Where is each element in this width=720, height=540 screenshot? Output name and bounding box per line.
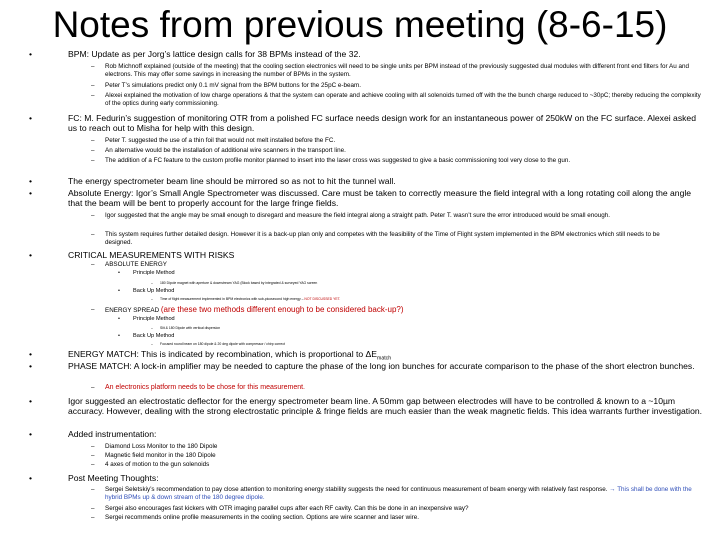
bullet-marker: •	[29, 396, 33, 406]
note-text: This system requires further detailed design. However it is a back-up plan only and competes with the feasibility of the Time of Flight system implemented in the BPM electronics which still needs to be designed.	[105, 231, 660, 246]
note-highlight: (are these two methods different enough to be considered back-up?)	[160, 305, 404, 314]
bullet-marker: •	[29, 176, 33, 186]
note-text: Igor suggested that the angle may be small enough to disregard and measure the field integral along a straight path. Peter T. wasn’t sure the error introduced would be small enough.	[105, 212, 610, 219]
dash-marker: –	[91, 452, 95, 459]
note-line	[105, 137, 335, 145]
note-text: Sergei also encourages fast kickers with OTR imaging parallel cups after each RF cavity. Can this be done in an inexpensive way?	[105, 505, 469, 512]
dash-marker: –	[91, 231, 95, 238]
note-text: Principle Method	[133, 316, 175, 322]
note-text: Alexei explained the motivation of low charge operations & that the system can operate and achieve cooling with all solenoids turned off with the the bunch charge reduced to ~30pC; thereby reducing the complexity of the optics during early commissioning.	[105, 92, 701, 107]
dash-marker: –	[91, 212, 95, 219]
note-line	[105, 231, 685, 246]
note-text: Peter T’s simulations predict only 0.1 mV signal from the BPM buttons for the 25pC e-beam.	[105, 82, 361, 89]
note-line	[68, 113, 698, 134]
bullet-marker: •	[29, 49, 33, 59]
note-text: Back Up Method	[133, 333, 175, 339]
note-line	[68, 473, 159, 483]
note-text: BPM: Update as per Jorg’s lattice design calls for 38 BPMs instead of the 32.	[68, 49, 361, 59]
note-line	[133, 333, 174, 340]
dash-marker: –	[91, 261, 95, 268]
note-highlight: An electronics platform needs to be chose for this measurement.	[105, 384, 305, 391]
note-line	[105, 82, 361, 90]
note-text: Sergei recommends online profile measurements in the cooling section. Options are wire scanner and laser wire.	[105, 514, 419, 521]
note-line	[68, 361, 702, 371]
dash-marker: –	[91, 306, 95, 313]
note-text: CRITICAL MEASUREMENTS WITH RISKS	[68, 250, 235, 260]
note-highlight: → This shall be done with the hybrid BPMs up & down stream of the 180 degree dipole.	[105, 486, 692, 501]
note-line	[105, 157, 685, 165]
note-text: Post Meeting Thoughts:	[68, 473, 159, 483]
note-text: FC: M. Fedurin’s suggestion of monitoring OTR from a polished FC surface needs design work for an instantaneous power of 250kW on the FC surface. Alexei asked us to reach out to Misha for help with this design.	[68, 113, 696, 134]
note-line	[133, 270, 175, 277]
dash-marker: –	[91, 157, 95, 164]
note-line	[105, 514, 419, 522]
note-line	[68, 429, 156, 439]
bullet-marker: •	[29, 361, 33, 371]
note-text: Sergei Seletskiy’s recommendation to pay close attention to monitoring energy stability suggests the need for continuous measurement of beam energy with relatively fast response.	[105, 486, 610, 493]
note-text: ABSOLUTE ENERGY	[105, 261, 167, 268]
bullet-marker: •	[118, 316, 120, 322]
dash-marker: –	[151, 297, 153, 301]
dash-marker: –	[91, 505, 95, 512]
dash-marker: –	[91, 461, 95, 468]
bullet-marker: •	[29, 113, 33, 123]
note-text: Peter T. suggested the use of a thin foil that would not melt installed before the FC.	[105, 137, 336, 144]
note-text: ENERGY SPREAD	[105, 307, 161, 314]
note-line	[68, 250, 234, 260]
note-line	[160, 342, 285, 346]
note-text: Magnetic field monitor in the 180 Dipole	[105, 452, 216, 459]
bullet-marker: •	[118, 288, 120, 294]
note-text: Focused round beam on 180 dipole & 20 deg dipole with compressor / chirp correct	[160, 342, 285, 346]
note-text: ENERGY MATCH: This is indicated by recombination, which is proportional to ΔE	[68, 349, 378, 359]
note-text: 180 Dipole magnet with aperture & downstream YAG (Block based by integrated & surveyed YAG screen	[160, 281, 318, 285]
note-text: Slit & 180 Dipole with vertical dispersion	[160, 326, 221, 330]
dash-marker: –	[91, 514, 95, 521]
note-text: Diamond Loss Monitor to the 180 Dipole	[105, 443, 218, 450]
dash-marker: –	[151, 342, 153, 346]
note-subscript: match	[377, 355, 392, 362]
note-text: The energy spectrometer beam line should be mirrored so as not to hit the tunnel wall.	[68, 176, 396, 186]
note-line	[133, 316, 175, 323]
note-text: The addition of a FC feature to the custom profile monitor planned to insert into the laser cross was suggested to give a basic commissioning tool very close to the gun.	[105, 157, 571, 164]
note-text: Rob Michnoff explained (outside of the meeting) that the cooling section electronics will need to be single units per BPM instead of the previously suggested dual modules with different front end filters for Au and electrons. This may offer some savings in increasing the number of BPMs in the system.	[105, 63, 689, 78]
bullet-marker: •	[29, 473, 33, 483]
dash-marker: –	[91, 147, 95, 154]
bullet-marker: •	[29, 429, 33, 439]
note-line	[105, 92, 705, 107]
note-highlight: NOT DISCUSSED YET.	[304, 297, 341, 301]
note-line	[68, 49, 361, 59]
note-line	[160, 326, 220, 330]
note-line	[68, 188, 704, 209]
dash-marker: –	[91, 82, 95, 89]
bullet-marker: •	[29, 250, 33, 260]
dash-marker: –	[91, 443, 95, 450]
bullet-marker: •	[29, 188, 33, 198]
note-line	[105, 306, 404, 315]
note-line	[160, 281, 317, 285]
dash-marker: –	[91, 137, 95, 144]
note-text: Time of flight measurement implemented in BPM electronics with sub-picosecond high energy –	[160, 297, 305, 301]
note-line	[105, 452, 216, 460]
note-line	[105, 212, 685, 220]
note-text: Back Up Method	[133, 288, 175, 294]
note-line	[68, 396, 704, 417]
note-line	[133, 288, 174, 295]
dash-marker: –	[151, 281, 153, 285]
note-line	[105, 486, 705, 501]
note-text: Principle Method	[133, 270, 175, 276]
bullet-marker: •	[29, 349, 33, 359]
note-line	[160, 297, 340, 301]
note-line	[105, 63, 705, 78]
note-line	[105, 443, 217, 451]
bullet-marker: •	[118, 333, 120, 339]
dash-marker: –	[151, 326, 153, 330]
bullet-marker: •	[118, 270, 120, 276]
note-line	[105, 461, 209, 469]
note-text: 4 axes of motion to the gun solenoids	[105, 461, 210, 468]
note-text: Absolute Energy: Igor’s Small Angle Spectrometer was discussed. Care must be taken to correctly measure the field integral with a long rotating coil along the angle that the beam will be bent to properly account for the large fringe fields.	[68, 188, 692, 209]
note-text: An alternative would be the installation of additional wire scanners in the transport line.	[105, 147, 346, 154]
page-title: Notes from previous meeting (8-6-15)	[52, 4, 668, 45]
note-line	[105, 147, 346, 155]
note-text: PHASE MATCH: A lock-in amplifier may be needed to capture the phase of the long ion bunches for accurate comparison to the phase of the short electron bunches.	[68, 361, 695, 371]
dash-marker: –	[91, 384, 95, 391]
note-line	[68, 176, 396, 186]
note-line	[105, 261, 167, 269]
dash-marker: –	[91, 92, 95, 99]
dash-marker: –	[91, 63, 95, 70]
dash-marker: –	[91, 486, 95, 493]
note-line	[105, 505, 469, 513]
note-line	[105, 384, 305, 392]
note-text: Igor suggested an electrostatic deflector for the energy spectrometer beam line. A 50mm gap between electrodes will have to be controlled & known to a ~10µm accuracy. However, dealing with the strong electrostatic principle & fringe fields are much easier than the weak magnetic fields. This idea warrants further investigation.	[68, 396, 703, 417]
note-text: Added instrumentation:	[68, 429, 157, 439]
